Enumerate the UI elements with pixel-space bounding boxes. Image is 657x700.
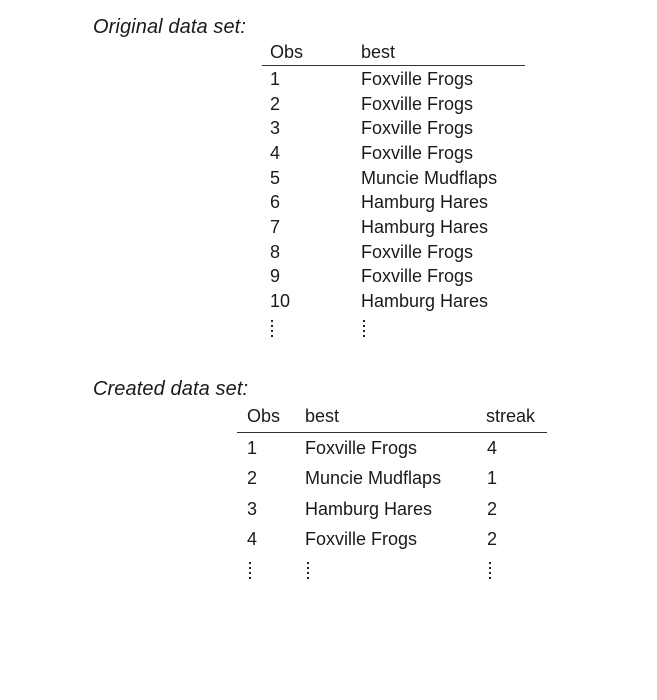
created-data-set-title: Created data set:	[93, 378, 249, 400]
created-best-cell: Foxville Frogs	[305, 529, 418, 549]
created-streak-cell: 4	[487, 438, 498, 458]
original-data-set-title: Original data set:	[93, 16, 246, 38]
original-obs-cell: 10	[270, 291, 291, 311]
original-best-continuation-ellipsis	[363, 320, 366, 340]
created-streak-cell: 1	[487, 468, 498, 488]
original-obs-cell: 8	[270, 242, 281, 262]
created-obs-cell: 1	[247, 438, 258, 458]
original-obs-cell: 6	[270, 192, 281, 212]
original-best-cell: Foxville Frogs	[361, 69, 474, 89]
original-obs-cell: 3	[270, 118, 281, 138]
created-streak-continuation-ellipsis	[489, 562, 492, 582]
original-best-cell: Foxville Frogs	[361, 94, 474, 114]
created-header-streak: streak	[486, 406, 536, 426]
created-best-cell: Foxville Frogs	[305, 438, 418, 458]
created-obs-continuation-ellipsis	[249, 562, 252, 582]
original-header-obs: Obs	[270, 42, 304, 62]
created-streak-cell: 2	[487, 529, 498, 549]
original-obs-cell: 9	[270, 266, 281, 286]
created-header-rule	[237, 432, 547, 433]
original-best-cell: Hamburg Hares	[361, 291, 489, 311]
original-best-cell: Foxville Frogs	[361, 118, 474, 138]
original-best-cell: Foxville Frogs	[361, 266, 474, 286]
original-header-rule	[262, 65, 525, 66]
original-best-cell: Hamburg Hares	[361, 192, 489, 212]
original-obs-cell: 5	[270, 168, 281, 188]
original-best-cell: Foxville Frogs	[361, 242, 474, 262]
original-obs-cell: 4	[270, 143, 281, 163]
original-obs-cell: 7	[270, 217, 281, 237]
created-best-continuation-ellipsis	[307, 562, 310, 582]
original-obs-cell: 1	[270, 69, 281, 89]
created-header-obs: Obs	[247, 406, 281, 426]
created-obs-cell: 4	[247, 529, 258, 549]
created-obs-cell: 2	[247, 468, 258, 488]
created-obs-cell: 3	[247, 499, 258, 519]
created-streak-cell: 2	[487, 499, 498, 519]
original-best-cell: Muncie Mudflaps	[361, 168, 498, 188]
created-best-cell: Hamburg Hares	[305, 499, 433, 519]
original-header-best: best	[361, 42, 396, 62]
original-best-cell: Foxville Frogs	[361, 143, 474, 163]
created-best-cell: Muncie Mudflaps	[305, 468, 442, 488]
original-best-cell: Hamburg Hares	[361, 217, 489, 237]
created-header-best: best	[305, 406, 340, 426]
original-obs-cell: 2	[270, 94, 281, 114]
original-obs-continuation-ellipsis	[271, 320, 274, 340]
